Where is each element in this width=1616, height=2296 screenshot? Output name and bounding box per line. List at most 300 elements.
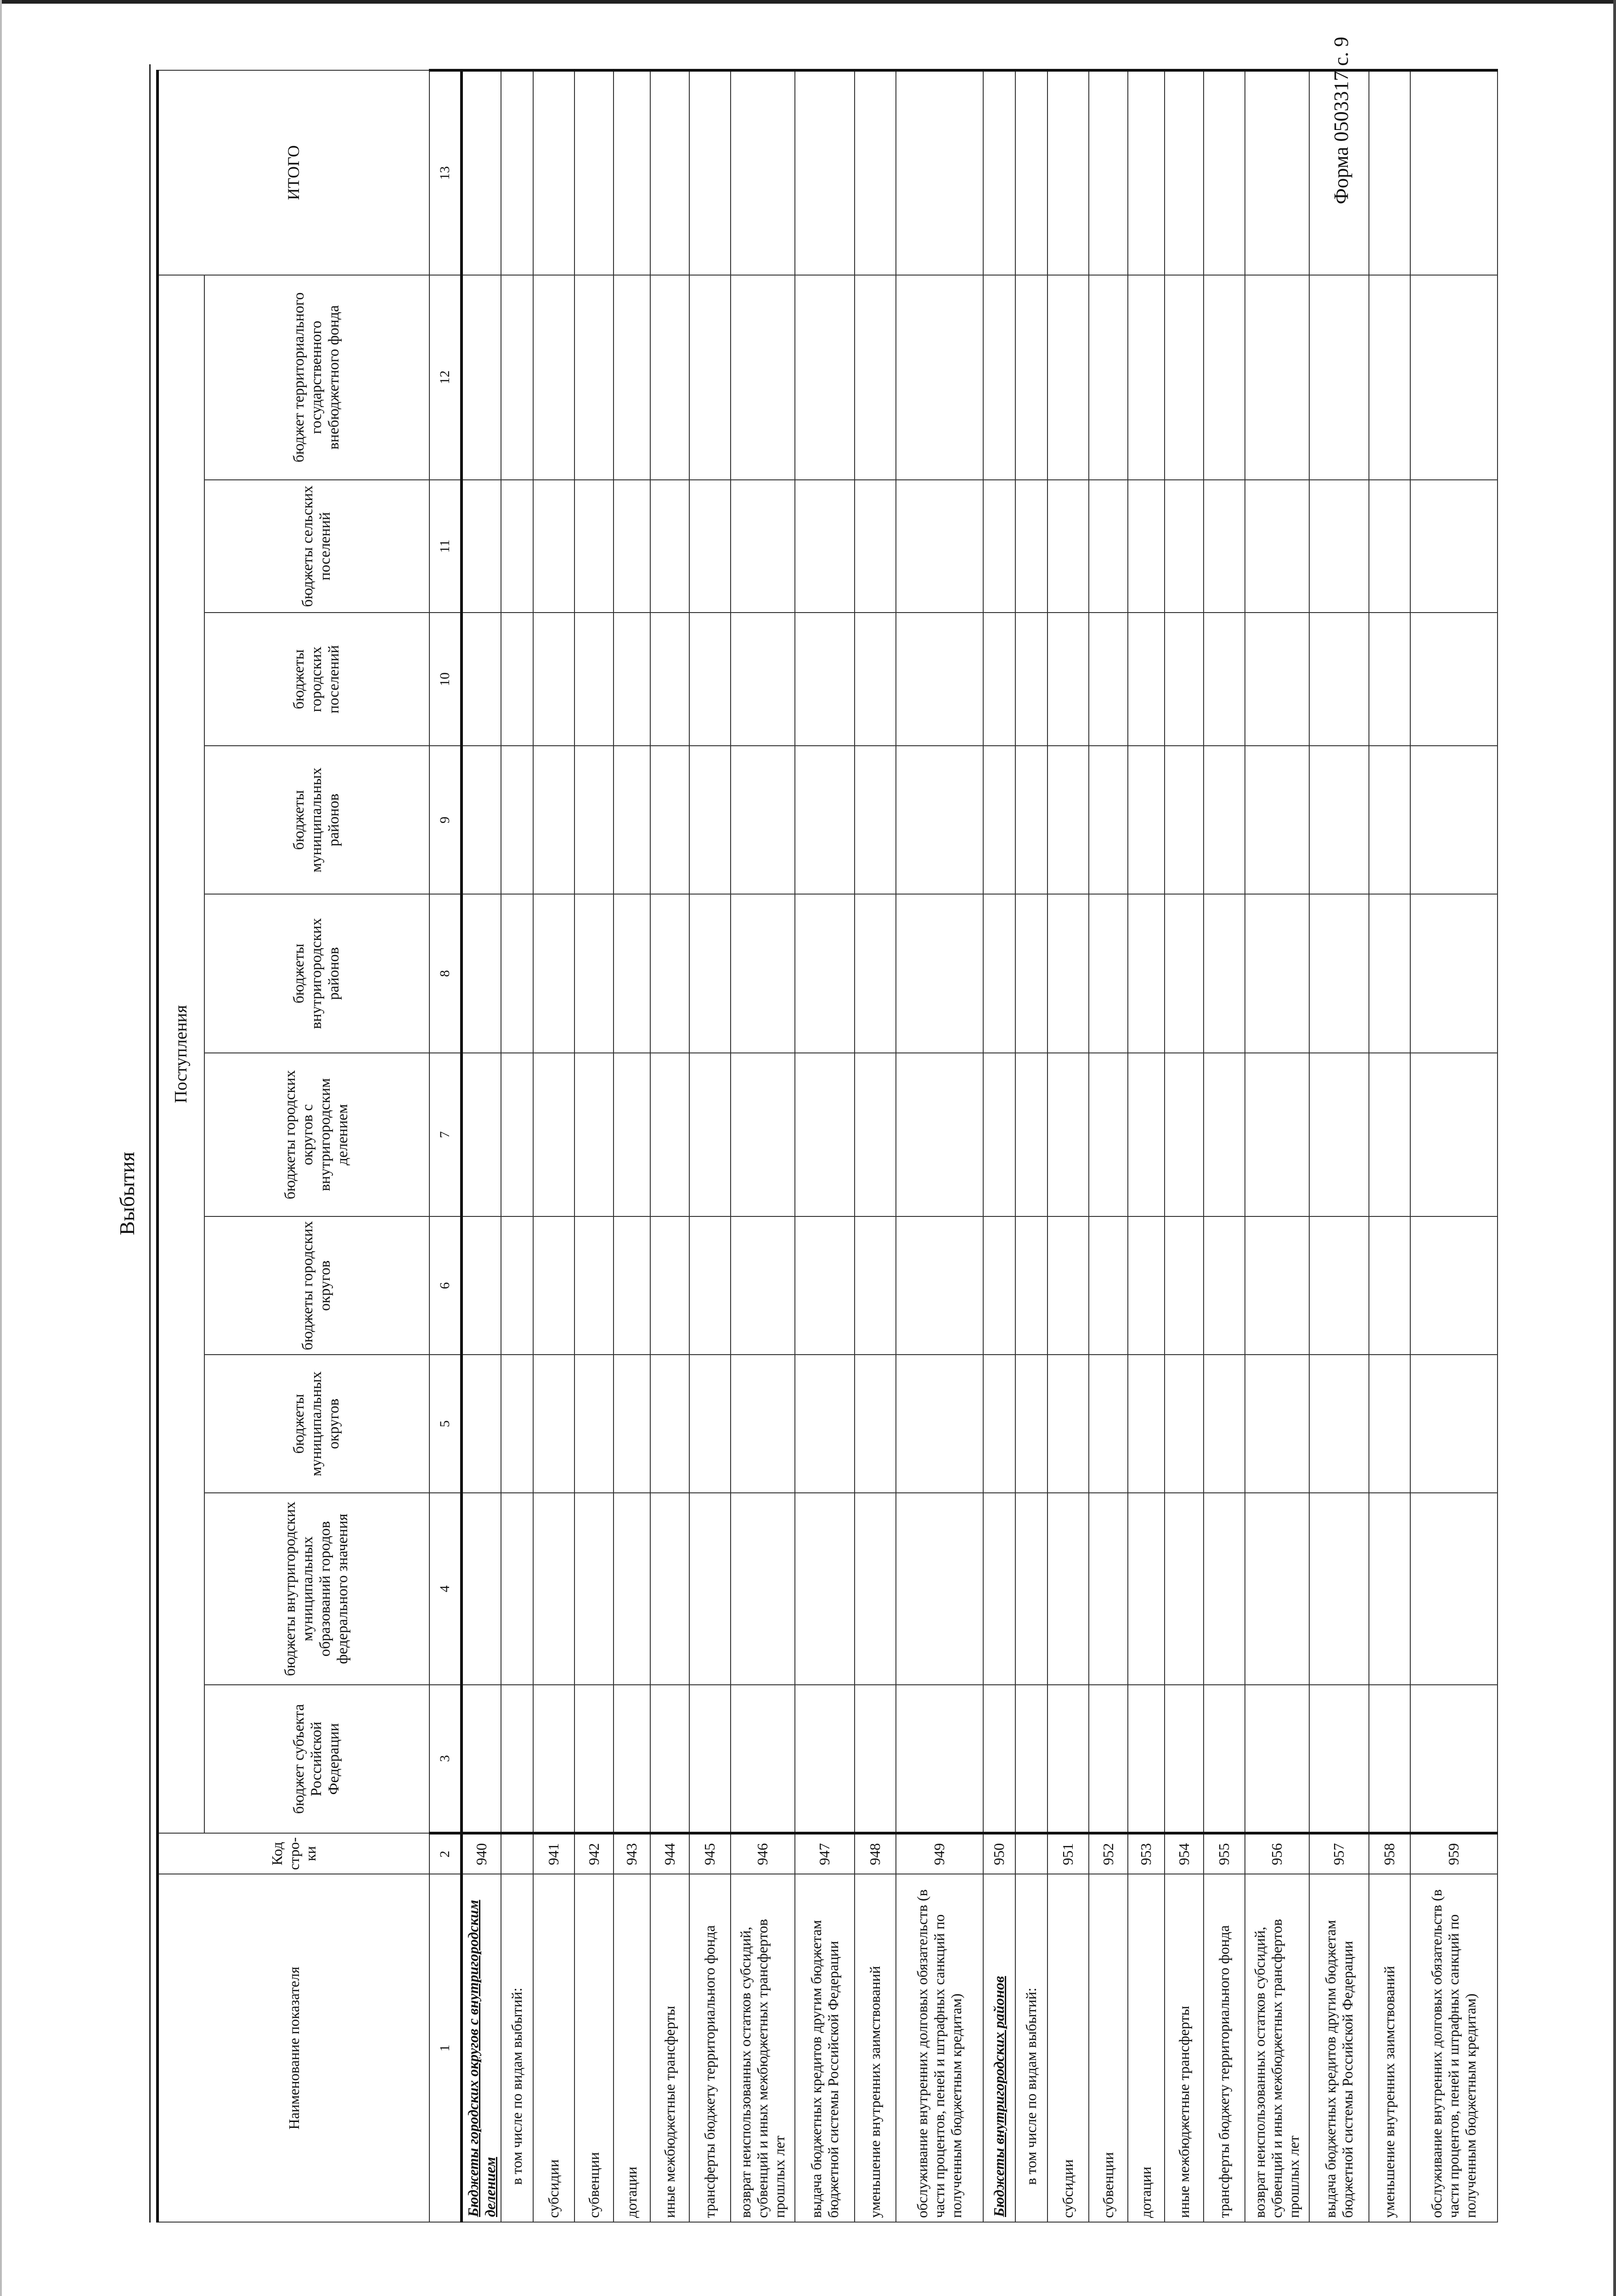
value-cell[interactable]: [1309, 1053, 1369, 1217]
value-cell[interactable]: [574, 480, 614, 613]
value-cell[interactable]: [731, 746, 795, 894]
value-cell[interactable]: [1015, 746, 1047, 894]
value-cell[interactable]: [574, 1355, 614, 1493]
value-cell[interactable]: [1047, 1685, 1089, 1833]
value-cell[interactable]: [795, 70, 855, 275]
value-cell[interactable]: [1369, 746, 1410, 894]
value-cell[interactable]: [1165, 1493, 1204, 1685]
value-cell[interactable]: [1369, 480, 1410, 613]
value-cell[interactable]: [614, 70, 650, 275]
value-cell[interactable]: [1047, 613, 1089, 746]
header-col-7: бюджеты городских округов с внутригородским делением: [204, 1053, 429, 1217]
value-cell[interactable]: [1410, 275, 1498, 480]
table-row: [1369, 70, 1410, 2222]
value-cell[interactable]: [795, 275, 855, 480]
value-cell[interactable]: [1089, 894, 1128, 1052]
value-cell[interactable]: [1015, 1216, 1047, 1355]
value-cell[interactable]: [533, 480, 574, 613]
value-cell[interactable]: [650, 1685, 689, 1833]
value-cell[interactable]: [1089, 1685, 1128, 1833]
value-cell[interactable]: [689, 613, 731, 746]
report-table: [156, 69, 1498, 2223]
value-cell[interactable]: [1128, 480, 1165, 613]
table-row: [501, 70, 533, 2222]
value-cell[interactable]: [1015, 894, 1047, 1052]
value-cell[interactable]: [462, 1685, 501, 1833]
value-cell[interactable]: [731, 613, 795, 746]
value-cell[interactable]: [1128, 746, 1165, 894]
value-cell[interactable]: [1165, 1053, 1204, 1217]
value-cell[interactable]: [896, 275, 983, 480]
value-cell[interactable]: [574, 1685, 614, 1833]
value-cell[interactable]: [855, 1685, 896, 1833]
value-cell[interactable]: [1309, 275, 1369, 480]
value-cell[interactable]: [1089, 70, 1128, 275]
row-code: 940: [462, 1833, 501, 1874]
value-cell[interactable]: [614, 1053, 650, 1217]
value-cell[interactable]: [1204, 70, 1245, 275]
value-cell[interactable]: [896, 613, 983, 746]
scan-edge-right: [1613, 0, 1616, 2296]
value-cell[interactable]: [1245, 480, 1309, 613]
value-cell[interactable]: [855, 746, 896, 894]
value-cell[interactable]: [795, 480, 855, 613]
col-number: 13: [429, 70, 462, 275]
value-cell[interactable]: [533, 746, 574, 894]
value-cell[interactable]: [574, 70, 614, 275]
table-row: [795, 70, 855, 2222]
value-cell[interactable]: [896, 1216, 983, 1355]
value-cell[interactable]: [1047, 746, 1089, 894]
header-col-12: бюджет территориального государственного внебюджетного фонда: [204, 275, 429, 480]
row-name: возврат неиспользованных остатков субсидий, субвенций и иных межбюджетных трансфертов прошлых лет: [1245, 1874, 1309, 2222]
value-cell[interactable]: [795, 613, 855, 746]
value-cell[interactable]: [689, 746, 731, 894]
value-cell[interactable]: [689, 1053, 731, 1217]
value-cell[interactable]: [896, 746, 983, 894]
value-cell[interactable]: [462, 1216, 501, 1355]
value-cell[interactable]: [614, 1493, 650, 1685]
value-cell[interactable]: [1245, 1493, 1309, 1685]
value-cell[interactable]: [731, 275, 795, 480]
value-cell[interactable]: [501, 1355, 533, 1493]
value-cell[interactable]: [1165, 275, 1204, 480]
value-cell[interactable]: [1369, 1216, 1410, 1355]
row-name: уменьшение внутренних заимствований: [1369, 1874, 1410, 2222]
table-row: [1047, 70, 1089, 2222]
header-group-postupleniya: Поступления: [158, 275, 204, 1833]
value-cell[interactable]: [1245, 1053, 1309, 1217]
value-cell[interactable]: [1410, 1685, 1498, 1833]
table-row: [533, 70, 574, 2222]
value-cell[interactable]: [1410, 1216, 1498, 1355]
value-cell[interactable]: [855, 275, 896, 480]
value-cell[interactable]: [614, 275, 650, 480]
value-cell[interactable]: [983, 70, 1015, 275]
value-cell[interactable]: [1245, 1216, 1309, 1355]
value-cell[interactable]: [533, 275, 574, 480]
header-total: ИТОГО: [158, 70, 429, 275]
table-row: [983, 70, 1015, 2222]
value-cell[interactable]: [650, 1053, 689, 1217]
value-cell[interactable]: [983, 894, 1015, 1052]
value-cell[interactable]: [650, 894, 689, 1052]
value-cell[interactable]: [1128, 613, 1165, 746]
header-col-9: бюджеты муниципальных районов: [204, 746, 429, 894]
value-cell[interactable]: [1369, 1355, 1410, 1493]
value-cell[interactable]: [1309, 1216, 1369, 1355]
row-code: [1015, 1833, 1047, 1874]
value-cell[interactable]: [1089, 746, 1128, 894]
value-cell[interactable]: [1369, 1493, 1410, 1685]
value-cell[interactable]: [1128, 1355, 1165, 1493]
value-cell[interactable]: [1309, 613, 1369, 746]
row-name: субсидии: [533, 1874, 574, 2222]
value-cell[interactable]: [650, 275, 689, 480]
value-cell[interactable]: [533, 1053, 574, 1217]
value-cell[interactable]: [614, 613, 650, 746]
value-cell[interactable]: [795, 1053, 855, 1217]
value-cell[interactable]: [983, 1216, 1015, 1355]
value-cell[interactable]: [533, 894, 574, 1052]
value-cell[interactable]: [1204, 746, 1245, 894]
value-cell[interactable]: [731, 1493, 795, 1685]
value-cell[interactable]: [1410, 894, 1498, 1052]
row-name: субвенции: [1089, 1874, 1128, 2222]
value-cell[interactable]: [1204, 275, 1245, 480]
value-cell[interactable]: [574, 1493, 614, 1685]
value-cell[interactable]: [650, 1493, 689, 1685]
value-cell[interactable]: [1128, 1216, 1165, 1355]
value-cell[interactable]: [501, 613, 533, 746]
value-cell[interactable]: [1410, 613, 1498, 746]
value-cell[interactable]: [574, 275, 614, 480]
value-cell[interactable]: [614, 1216, 650, 1355]
value-cell[interactable]: [1015, 480, 1047, 613]
value-cell[interactable]: [795, 1216, 855, 1355]
value-cell[interactable]: [462, 70, 501, 275]
value-cell[interactable]: [462, 1355, 501, 1493]
value-cell[interactable]: [1015, 1355, 1047, 1493]
value-cell[interactable]: [689, 1355, 731, 1493]
value-cell[interactable]: [533, 1685, 574, 1833]
header-col-4: бюджеты внутригородских муниципальных образований городов федерального значения: [204, 1493, 429, 1685]
value-cell[interactable]: [501, 1053, 533, 1217]
value-cell[interactable]: [855, 1493, 896, 1685]
value-cell[interactable]: [689, 1685, 731, 1833]
value-cell[interactable]: [896, 480, 983, 613]
value-cell[interactable]: [1165, 746, 1204, 894]
value-cell[interactable]: [855, 1355, 896, 1493]
table-body: [462, 70, 1498, 2222]
value-cell[interactable]: [1309, 746, 1369, 894]
value-cell[interactable]: [1165, 1685, 1204, 1833]
value-cell[interactable]: [1369, 1053, 1410, 1217]
value-cell[interactable]: [1047, 70, 1089, 275]
form-number-label: Форма 0503317 с. 9: [1330, 37, 1352, 204]
value-cell[interactable]: [855, 894, 896, 1052]
value-cell[interactable]: [533, 1355, 574, 1493]
value-cell[interactable]: [983, 1053, 1015, 1217]
value-cell[interactable]: [1128, 1053, 1165, 1217]
value-cell[interactable]: [574, 894, 614, 1052]
value-cell[interactable]: [896, 894, 983, 1052]
value-cell[interactable]: [1128, 894, 1165, 1052]
value-cell[interactable]: [614, 1685, 650, 1833]
value-cell[interactable]: [855, 613, 896, 746]
value-cell[interactable]: [1089, 275, 1128, 480]
value-cell[interactable]: [855, 1053, 896, 1217]
value-cell[interactable]: [614, 894, 650, 1052]
value-cell[interactable]: [1204, 1216, 1245, 1355]
value-cell[interactable]: [1128, 275, 1165, 480]
value-cell[interactable]: [501, 70, 533, 275]
value-cell[interactable]: [1245, 746, 1309, 894]
value-cell[interactable]: [574, 613, 614, 746]
row-name: трансферты бюджету территориального фонда: [689, 1874, 731, 2222]
value-cell[interactable]: [1165, 613, 1204, 746]
value-cell[interactable]: [1369, 1685, 1410, 1833]
value-cell[interactable]: [650, 746, 689, 894]
value-cell[interactable]: [1047, 1355, 1089, 1493]
scan-edge-top: [0, 0, 1616, 4]
value-cell[interactable]: [1128, 1493, 1165, 1685]
value-cell[interactable]: [983, 613, 1015, 746]
value-cell[interactable]: [1089, 480, 1128, 613]
value-cell[interactable]: [731, 1355, 795, 1493]
value-cell[interactable]: [1245, 894, 1309, 1052]
value-cell[interactable]: [1047, 1053, 1089, 1217]
value-cell[interactable]: [731, 894, 795, 1052]
value-cell[interactable]: [1245, 275, 1309, 480]
value-cell[interactable]: [1015, 613, 1047, 746]
value-cell[interactable]: [731, 1053, 795, 1217]
value-cell[interactable]: [501, 1493, 533, 1685]
value-cell[interactable]: [1047, 480, 1089, 613]
row-code: 946: [731, 1833, 795, 1874]
value-cell[interactable]: [1089, 1216, 1128, 1355]
value-cell[interactable]: [501, 275, 533, 480]
value-cell[interactable]: [1369, 70, 1410, 275]
value-cell[interactable]: [795, 746, 855, 894]
value-cell[interactable]: [462, 746, 501, 894]
value-cell[interactable]: [1128, 1685, 1165, 1833]
value-cell[interactable]: [855, 1216, 896, 1355]
value-cell[interactable]: [462, 1493, 501, 1685]
row-name: обслуживание внутренних долговых обязательств (в части процентов, пеней и штрафных санкций по полученным бюджетным кредитам): [896, 1874, 983, 2222]
value-cell[interactable]: [855, 70, 896, 275]
value-cell[interactable]: [1309, 1493, 1369, 1685]
value-cell[interactable]: [501, 1685, 533, 1833]
value-cell[interactable]: [731, 1685, 795, 1833]
row-code: 953: [1128, 1833, 1165, 1874]
value-cell[interactable]: [1128, 70, 1165, 275]
row-code: 955: [1204, 1833, 1245, 1874]
value-cell[interactable]: [650, 613, 689, 746]
value-cell[interactable]: [533, 613, 574, 746]
value-cell[interactable]: [731, 480, 795, 613]
header-col-5: бюджеты муниципальных округов: [204, 1355, 429, 1493]
col-number: 8: [429, 894, 462, 1052]
value-cell[interactable]: [1204, 480, 1245, 613]
col-number: 2: [429, 1833, 462, 1874]
value-cell[interactable]: [462, 613, 501, 746]
value-cell[interactable]: [1245, 1685, 1309, 1833]
value-cell[interactable]: [1410, 746, 1498, 894]
value-cell[interactable]: [614, 1355, 650, 1493]
value-cell[interactable]: [1089, 613, 1128, 746]
value-cell[interactable]: [1309, 70, 1369, 275]
value-cell[interactable]: [533, 1216, 574, 1355]
value-cell[interactable]: [462, 894, 501, 1052]
value-cell[interactable]: [574, 1216, 614, 1355]
value-cell[interactable]: [1204, 894, 1245, 1052]
col-number: 11: [429, 480, 462, 613]
value-cell[interactable]: [1410, 1493, 1498, 1685]
value-cell[interactable]: [1047, 894, 1089, 1052]
value-cell[interactable]: [983, 1355, 1015, 1493]
value-cell[interactable]: [1165, 480, 1204, 613]
table-row: [855, 70, 896, 2222]
value-cell[interactable]: [1015, 1053, 1047, 1217]
value-cell[interactable]: [1165, 70, 1204, 275]
value-cell[interactable]: [1204, 613, 1245, 746]
value-cell[interactable]: [1410, 1355, 1498, 1493]
row-name: иные межбюджетные трансферты: [650, 1874, 689, 2222]
value-cell[interactable]: [795, 1355, 855, 1493]
value-cell[interactable]: [1047, 1216, 1089, 1355]
value-cell[interactable]: [689, 1216, 731, 1355]
value-cell[interactable]: [896, 1053, 983, 1217]
value-cell[interactable]: [1047, 1493, 1089, 1685]
value-cell[interactable]: [1369, 894, 1410, 1052]
value-cell[interactable]: [1309, 894, 1369, 1052]
table-row: [1245, 70, 1309, 2222]
table-row: [731, 70, 795, 2222]
value-cell[interactable]: [650, 1216, 689, 1355]
row-name: в том числе по видам выбытий:: [1015, 1874, 1047, 2222]
value-cell[interactable]: [689, 894, 731, 1052]
row-code: 947: [795, 1833, 855, 1874]
value-cell[interactable]: [795, 1493, 855, 1685]
value-cell[interactable]: [1015, 1685, 1047, 1833]
value-cell[interactable]: [1015, 1493, 1047, 1685]
scan-edge-left: [0, 0, 2, 2296]
value-cell[interactable]: [731, 70, 795, 275]
value-cell[interactable]: [1165, 1355, 1204, 1493]
value-cell[interactable]: [650, 1355, 689, 1493]
value-cell[interactable]: [689, 480, 731, 613]
value-cell[interactable]: [1309, 1355, 1369, 1493]
table-row: [1410, 70, 1498, 2222]
value-cell[interactable]: [1047, 275, 1089, 480]
value-cell[interactable]: [614, 746, 650, 894]
value-cell[interactable]: [689, 70, 731, 275]
row-name: Бюджеты городских округов с внутригородским делением: [462, 1874, 501, 2222]
table-row: [689, 70, 731, 2222]
row-name: дотации: [614, 1874, 650, 2222]
col-number: 9: [429, 746, 462, 894]
value-cell[interactable]: [689, 1493, 731, 1685]
value-cell[interactable]: [501, 894, 533, 1052]
value-cell[interactable]: [1245, 70, 1309, 275]
value-cell[interactable]: [462, 1053, 501, 1217]
value-cell[interactable]: [795, 894, 855, 1052]
value-cell[interactable]: [896, 70, 983, 275]
value-cell[interactable]: [650, 480, 689, 613]
value-cell[interactable]: [1089, 1053, 1128, 1217]
value-cell[interactable]: [533, 1493, 574, 1685]
value-cell[interactable]: [1309, 480, 1369, 613]
value-cell[interactable]: [533, 70, 574, 275]
value-cell[interactable]: [855, 480, 896, 613]
value-cell[interactable]: [1204, 1053, 1245, 1217]
value-cell[interactable]: [1369, 275, 1410, 480]
value-cell[interactable]: [1204, 1355, 1245, 1493]
value-cell[interactable]: [689, 275, 731, 480]
header-col-8: бюджеты внутригородских районов: [204, 894, 429, 1052]
row-name: Бюджеты внутригородских районов: [983, 1874, 1015, 2222]
col-number: 7: [429, 1053, 462, 1217]
value-cell[interactable]: [896, 1355, 983, 1493]
row-name: уменьшение внутренних заимствований: [855, 1874, 896, 2222]
value-cell[interactable]: [1410, 1053, 1498, 1217]
value-cell[interactable]: [1165, 1216, 1204, 1355]
value-cell[interactable]: [896, 1685, 983, 1833]
value-cell[interactable]: [1165, 894, 1204, 1052]
value-cell[interactable]: [650, 70, 689, 275]
value-cell[interactable]: [983, 746, 1015, 894]
value-cell[interactable]: [1309, 1685, 1369, 1833]
value-cell[interactable]: [1015, 70, 1047, 275]
value-cell[interactable]: [1089, 1355, 1128, 1493]
header-name: Наименование показателя: [158, 1874, 429, 2222]
value-cell[interactable]: [795, 1685, 855, 1833]
value-cell[interactable]: [983, 275, 1015, 480]
row-code: 951: [1047, 1833, 1089, 1874]
row-code: 959: [1410, 1833, 1498, 1874]
column-number-row: [429, 70, 462, 2222]
value-cell[interactable]: [574, 746, 614, 894]
value-cell[interactable]: [983, 1685, 1015, 1833]
value-cell[interactable]: [1089, 1493, 1128, 1685]
value-cell[interactable]: [983, 480, 1015, 613]
value-cell[interactable]: [614, 480, 650, 613]
header-code: Код стро-ки: [158, 1833, 429, 1874]
value-cell[interactable]: [501, 746, 533, 894]
value-cell[interactable]: [1204, 1685, 1245, 1833]
value-cell[interactable]: [1369, 613, 1410, 746]
value-cell[interactable]: [574, 1053, 614, 1217]
value-cell[interactable]: [1410, 70, 1498, 275]
row-name: выдача бюджетных кредитов другим бюджетам бюджетной системы Российской Федерации: [1309, 1874, 1369, 2222]
row-code: 957: [1309, 1833, 1369, 1874]
value-cell[interactable]: [983, 1493, 1015, 1685]
value-cell[interactable]: [462, 480, 501, 613]
row-code: 941: [533, 1833, 574, 1874]
value-cell[interactable]: [462, 275, 501, 480]
value-cell[interactable]: [1245, 613, 1309, 746]
value-cell[interactable]: [501, 1216, 533, 1355]
value-cell[interactable]: [1015, 275, 1047, 480]
row-name: дотации: [1128, 1874, 1165, 2222]
value-cell[interactable]: [1410, 480, 1498, 613]
value-cell[interactable]: [1204, 1493, 1245, 1685]
value-cell[interactable]: [731, 1216, 795, 1355]
value-cell[interactable]: [501, 480, 533, 613]
value-cell[interactable]: [1245, 1355, 1309, 1493]
value-cell[interactable]: [896, 1493, 983, 1685]
